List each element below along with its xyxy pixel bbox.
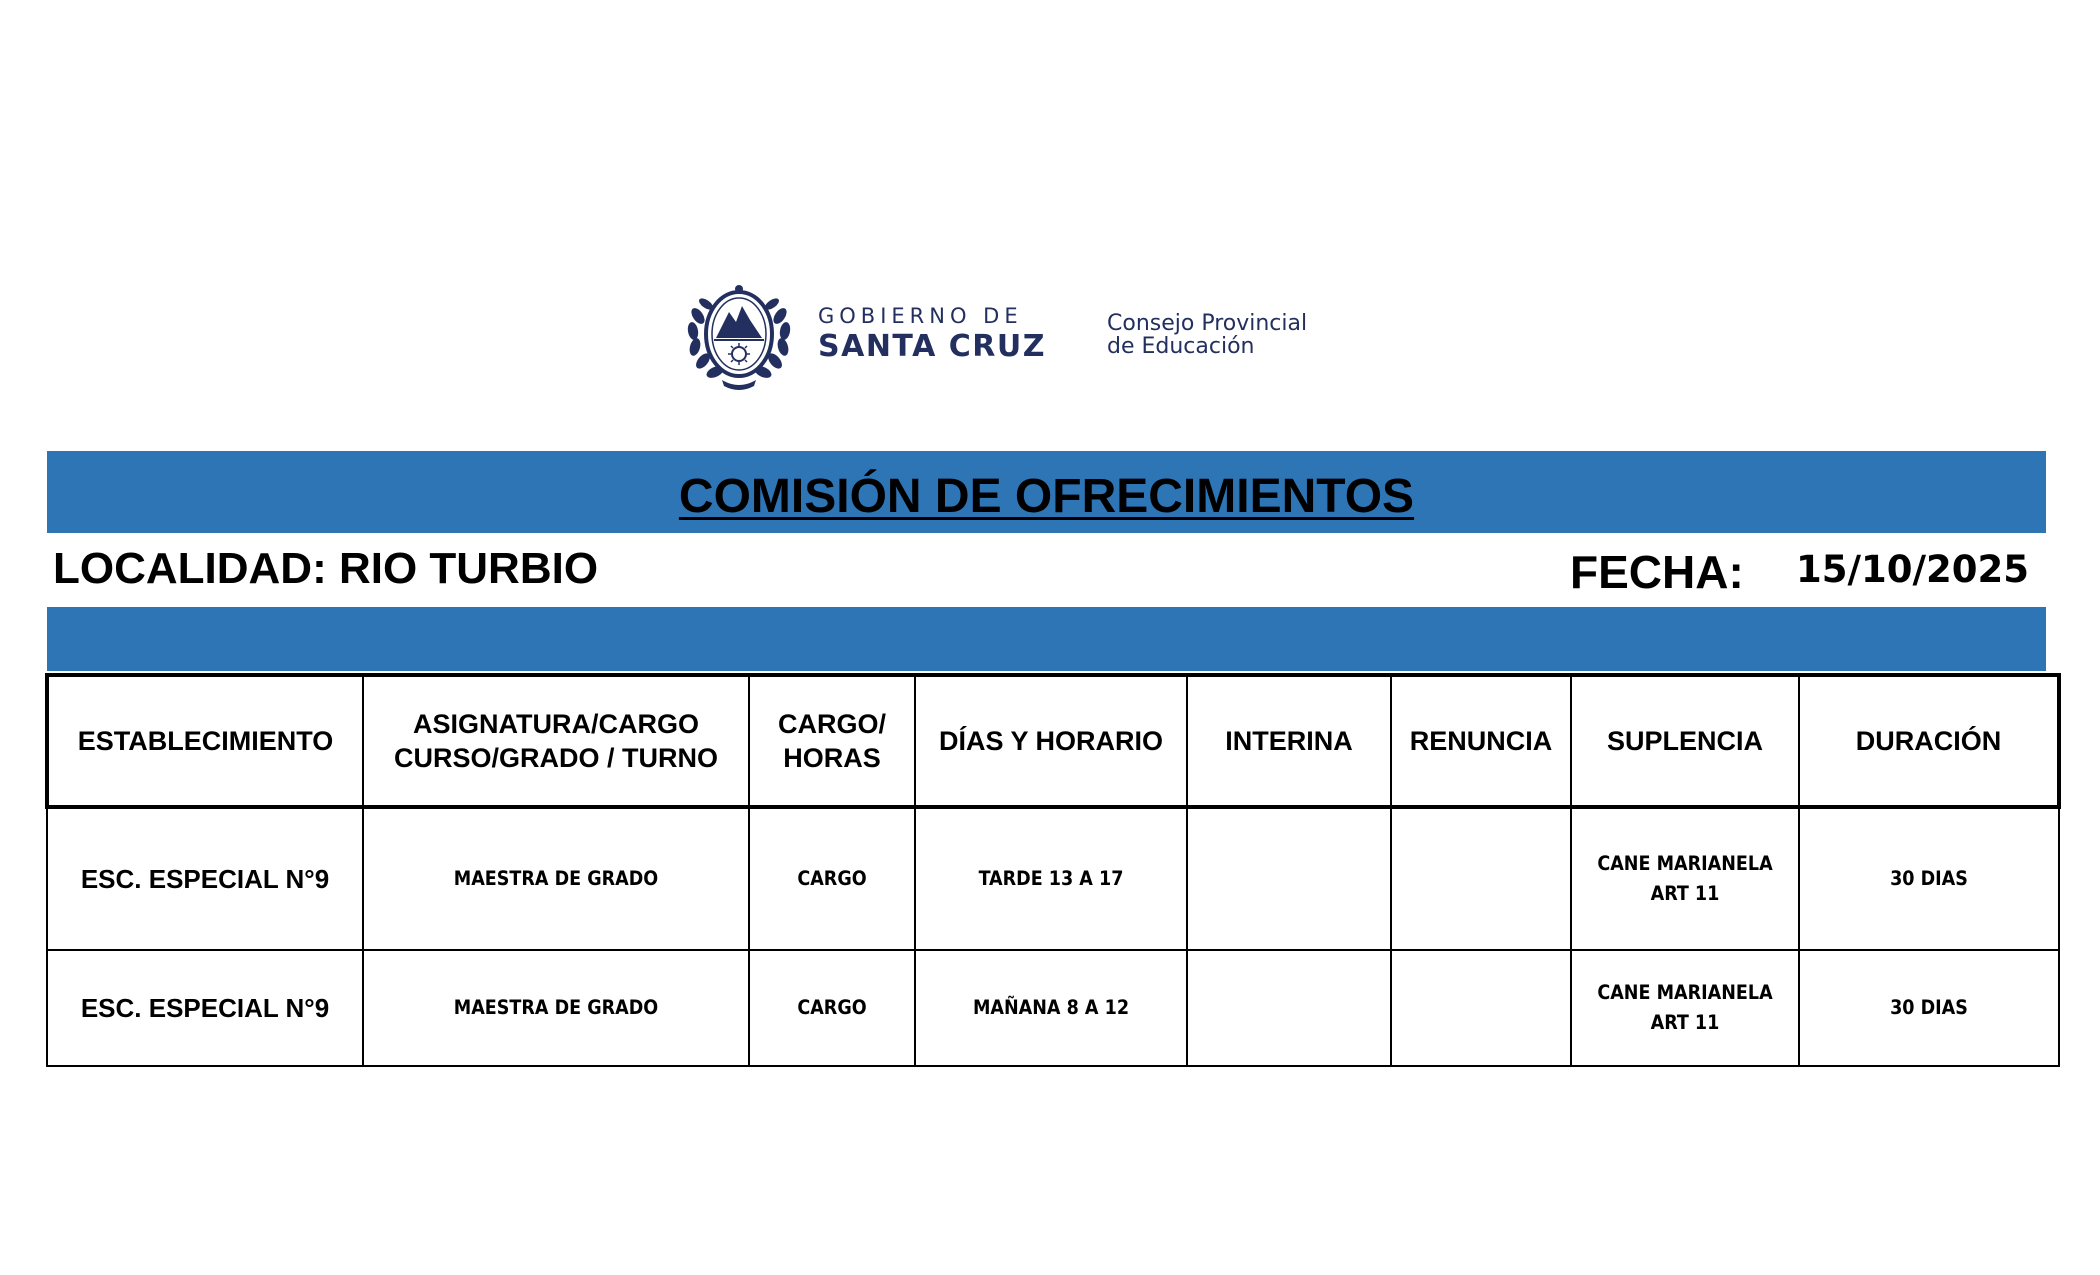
header-cargo-horas-label: CARGO/ HORAS [778,709,886,773]
header-duracion [1799,675,2059,807]
gobierno-de-text: GOBIERNO DE [818,304,1023,328]
header-duracion-label: DURACIÓN [1855,726,2002,756]
header-suplencia-label: SUPLENCIA [1606,726,1763,756]
cell-interina [1187,950,1391,1066]
localidad-label: LOCALIDAD: RIO TURBIO [53,544,599,593]
cell-cargo-horas: CARGO [749,950,915,1066]
header-cargo-horas [749,675,915,807]
cell-establecimiento: ESC. ESPECIAL N°9 [47,950,363,1066]
cell-interina [1187,807,1391,950]
header-asignatura-label: ASIGNATURA/CARGO CURSO/GRADO / TURNO [394,709,718,773]
table-top-band [47,607,2046,671]
suplencia-article: ART 11 [1650,882,1720,905]
offers-table [45,673,2061,1067]
santa-cruz-coat-of-arms-logo [684,276,794,391]
table-row [47,807,2059,950]
consejo-provincial-brand [1107,312,1307,358]
cell-renuncia [1391,950,1571,1066]
header-suplencia [1571,675,1799,807]
consejo-line1: Consejo Provincial [1107,311,1308,336]
cell-dias-horario: TARDE 13 A 17 [915,807,1187,950]
consejo-line2: de Educación [1107,334,1255,359]
suplencia-article: ART 11 [1650,1011,1720,1034]
header-dias-horario-label: DÍAS Y HORARIO [938,726,1164,756]
table-row [47,950,2059,1066]
cell-duracion: 30 DIAS [1799,950,2059,1066]
header-interina [1187,675,1391,807]
table-header-row [47,675,2059,807]
cell-suplencia [1571,807,1799,950]
header-interina-label: INTERINA [1225,726,1353,756]
cell-suplencia [1571,950,1799,1066]
cell-duracion: 30 DIAS [1799,807,2059,950]
cell-renuncia [1391,807,1571,950]
santa-cruz-text: SANTA CRUZ [818,329,1046,364]
header-renuncia-label: RENUNCIA [1409,726,1553,756]
header-establecimiento-label: ESTABLECIMIENTO [77,726,334,756]
header-renuncia [1391,675,1571,807]
fecha-label: FECHA: [1570,546,1744,598]
suplencia-name: CANE MARIANELA [1597,852,1773,875]
cell-establecimiento: ESC. ESPECIAL N°9 [47,807,363,950]
page-title: COMISIÓN DE OFRECIMIENTOS [678,469,1415,523]
gobierno-santa-cruz-brand [818,306,1046,362]
suplencia-name: CANE MARIANELA [1597,981,1773,1004]
title-band [47,451,2046,533]
fecha-value: 15/10/2025 [1796,548,2029,591]
cell-dias-horario: MAÑANA 8 A 12 [915,950,1187,1066]
coat-of-arms-icon [684,276,794,391]
cell-asignatura: MAESTRA DE GRADO [363,807,749,950]
cell-asignatura: MAESTRA DE GRADO [363,950,749,1066]
header-asignatura [363,675,749,807]
header-dias-horario [915,675,1187,807]
cell-cargo-horas: CARGO [749,807,915,950]
header-establecimiento [47,675,363,807]
